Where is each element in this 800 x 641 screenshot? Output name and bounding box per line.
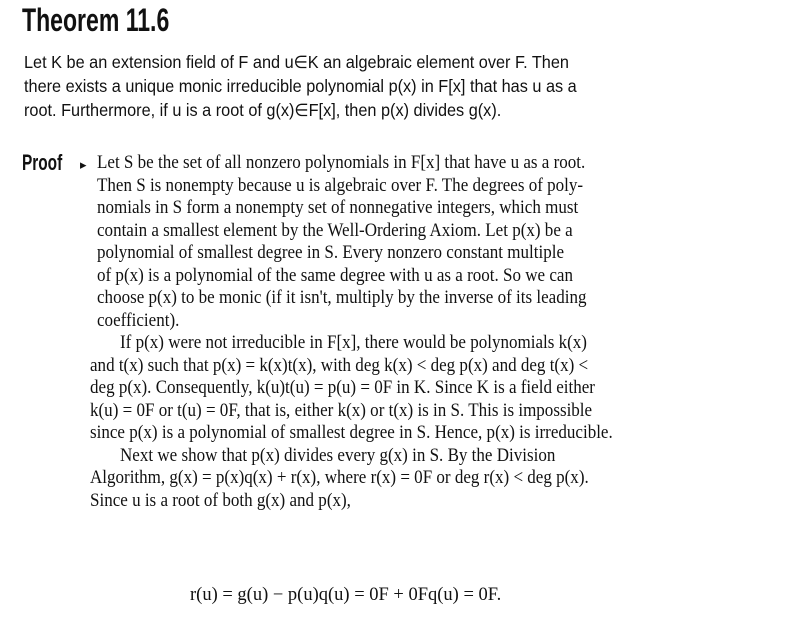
proof-line: and t(x) such that p(x) = k(x)t(x), with deg k(x) < deg p(x) and deg t(x) < bbox=[90, 356, 589, 376]
proof-line: nomials in S form a nonempty set of nonnegative integers, which must bbox=[97, 198, 579, 218]
proof-line: choose p(x) to be monic (if it isn't, multiply by the inverse of its leading bbox=[97, 288, 587, 308]
proof-line: contain a smallest element by the Well-Ordering Axiom. Let p(x) be a bbox=[97, 221, 573, 241]
proof-line: deg p(x). Consequently, k(u)t(u) = p(u) = 0F in K. Since K is a field either bbox=[90, 378, 595, 398]
proof-line: Since u is a root of both g(x) and p(x), bbox=[90, 491, 351, 511]
proof-line: If p(x) were not irreducible in F[x], there would be polynomials k(x) bbox=[120, 333, 587, 353]
proof-line: Then S is nonempty because u is algebraic over F. The degrees of poly- bbox=[97, 176, 584, 196]
theorem-line: there exists a unique monic irreducible polynomial p(x) in F[x] that has u as a bbox=[24, 76, 577, 96]
equation: r(u) = g(u) − p(u)q(u) = 0F + 0Fq(u) = 0F. bbox=[190, 585, 502, 605]
proof-label: Proof bbox=[22, 150, 63, 175]
theorem-title: Theorem 11.6 bbox=[22, 2, 170, 38]
proof-arrow-icon: ▸ bbox=[80, 158, 87, 173]
proof-line: Algorithm, g(x) = p(x)q(x) + r(x), where r(x) = 0F or deg r(x) < deg p(x). bbox=[90, 468, 589, 488]
theorem-line: Let K be an extension field of F and u∈K an algebraic element over F. Then bbox=[24, 52, 569, 72]
proof-line: of p(x) is a polynomial of the same degree with u as a root. So we can bbox=[97, 266, 573, 286]
proof-line: coefficient). bbox=[97, 311, 180, 331]
proof-line: Let S be the set of all nonzero polynomials in F[x] that have u as a root. bbox=[97, 153, 586, 173]
proof-line: polynomial of smallest degree in S. Every nonzero constant multiple bbox=[97, 243, 565, 263]
proof-line: since p(x) is a polynomial of smallest degree in S. Hence, p(x) is irreducible. bbox=[90, 423, 613, 443]
theorem-line: root. Furthermore, if u is a root of g(x)∈F[x], then p(x) divides g(x). bbox=[24, 100, 502, 120]
proof-line: Next we show that p(x) divides every g(x) in S. By the Division bbox=[120, 446, 556, 466]
proof-line: k(u) = 0F or t(u) = 0F, that is, either k(x) or t(x) is in S. This is impossible bbox=[90, 401, 593, 421]
